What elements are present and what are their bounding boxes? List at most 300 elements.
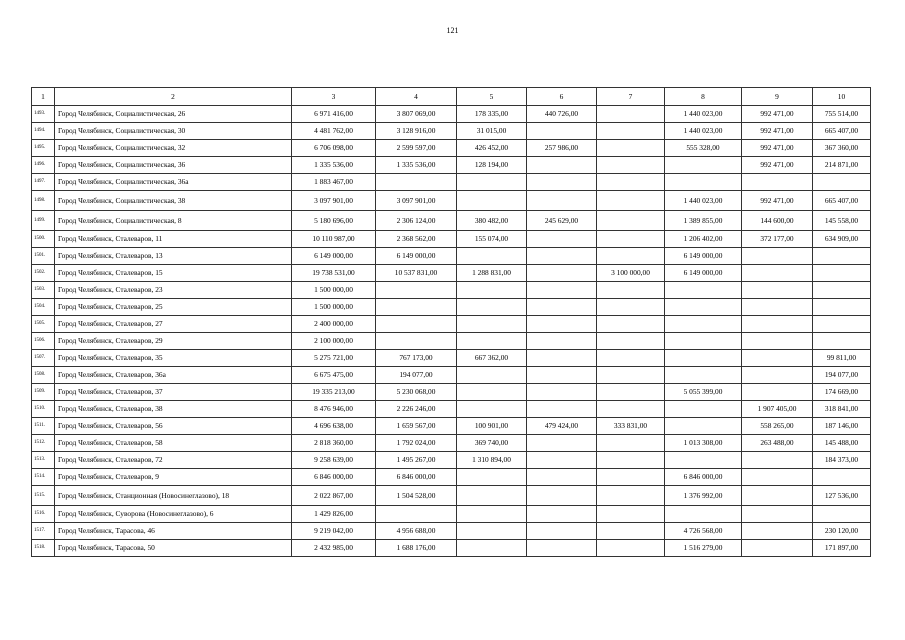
address-cell: Город Челябинск, Сталеваров, 13: [55, 248, 292, 265]
amount-cell: 333 831,00: [597, 418, 665, 435]
amount-cell: [527, 123, 597, 140]
amount-cell: 367 360,00: [813, 140, 871, 157]
amount-cell: 5 180 696,00: [292, 211, 376, 231]
amount-cell: 1 376 992,00: [665, 486, 742, 506]
amount-cell: 6 149 000,00: [665, 265, 742, 282]
amount-cell: 5 055 399,00: [665, 384, 742, 401]
table-body: [32, 106, 871, 557]
amount-cell: [813, 333, 871, 350]
amount-cell: [742, 174, 813, 191]
table-row: [32, 191, 871, 211]
row-number-cell: 1493.: [32, 106, 55, 123]
header-row: [32, 88, 871, 106]
amount-cell: 245 629,00: [527, 211, 597, 231]
amount-cell: [527, 350, 597, 367]
amount-cell: [742, 248, 813, 265]
amount-cell: [813, 265, 871, 282]
table-row: [32, 174, 871, 191]
amount-cell: 1 013 308,00: [665, 435, 742, 452]
amount-cell: 4 726 568,00: [665, 523, 742, 540]
amount-cell: [376, 506, 457, 523]
row-number-cell: 1502.: [32, 265, 55, 282]
row-number-cell: 1518.: [32, 540, 55, 557]
amount-cell: 372 177,00: [742, 231, 813, 248]
amount-cell: 755 514,00: [813, 106, 871, 123]
table-row: [32, 248, 871, 265]
amount-cell: 5 275 721,00: [292, 350, 376, 367]
amount-cell: 1 288 831,00: [457, 265, 527, 282]
address-cell: Город Челябинск, Сталеваров, 29: [55, 333, 292, 350]
amount-cell: [457, 316, 527, 333]
table-row: [32, 486, 871, 506]
amount-cell: 665 407,00: [813, 191, 871, 211]
table-row: [32, 231, 871, 248]
column-header-9: 9: [742, 88, 813, 106]
amount-cell: [665, 299, 742, 316]
amount-cell: 4 696 638,00: [292, 418, 376, 435]
amount-cell: [665, 401, 742, 418]
amount-cell: 2 400 000,00: [292, 316, 376, 333]
column-header-1: 1: [32, 88, 55, 106]
address-cell: Город Челябинск, Социалистическая, 32: [55, 140, 292, 157]
amount-cell: [527, 452, 597, 469]
table-row: [32, 123, 871, 140]
address-cell: Город Челябинск, Сталеваров, 27: [55, 316, 292, 333]
row-number-cell: 1503.: [32, 282, 55, 299]
amount-cell: [813, 248, 871, 265]
amount-cell: 8 476 946,00: [292, 401, 376, 418]
amount-cell: [813, 174, 871, 191]
table-row: [32, 333, 871, 350]
amount-cell: 1 907 405,00: [742, 401, 813, 418]
amount-cell: 145 488,00: [813, 435, 871, 452]
amount-cell: [597, 106, 665, 123]
address-cell: Город Челябинск, Сталеваров, 37: [55, 384, 292, 401]
address-cell: Город Челябинск, Сталеваров, 38: [55, 401, 292, 418]
amount-cell: [742, 506, 813, 523]
table-row: [32, 523, 871, 540]
amount-cell: 6 706 098,00: [292, 140, 376, 157]
amount-cell: [597, 123, 665, 140]
row-number-cell: 1501.: [32, 248, 55, 265]
amount-cell: 6 971 416,00: [292, 106, 376, 123]
amount-cell: [665, 418, 742, 435]
amount-cell: [527, 248, 597, 265]
column-header-5: 5: [457, 88, 527, 106]
row-number-cell: 1496.: [32, 157, 55, 174]
row-number-cell: 1505.: [32, 316, 55, 333]
address-cell: Город Челябинск, Социалистическая, 36а: [55, 174, 292, 191]
amount-cell: [665, 506, 742, 523]
row-number-cell: 1500.: [32, 231, 55, 248]
amount-cell: [527, 231, 597, 248]
amount-cell: [527, 506, 597, 523]
amount-cell: 2 022 867,00: [292, 486, 376, 506]
amount-cell: [742, 333, 813, 350]
amount-cell: [742, 384, 813, 401]
amount-cell: 426 452,00: [457, 140, 527, 157]
amount-cell: [665, 452, 742, 469]
amount-cell: 10 537 831,00: [376, 265, 457, 282]
amount-cell: 194 077,00: [813, 367, 871, 384]
amount-cell: [597, 506, 665, 523]
amount-cell: [376, 299, 457, 316]
amount-cell: 665 407,00: [813, 123, 871, 140]
table-row: [32, 106, 871, 123]
amount-cell: 19 335 213,00: [292, 384, 376, 401]
amount-cell: 9 219 042,00: [292, 523, 376, 540]
table-row: [32, 418, 871, 435]
address-cell: Город Челябинск, Социалистическая, 30: [55, 123, 292, 140]
amount-cell: 1 429 826,00: [292, 506, 376, 523]
amount-cell: [527, 191, 597, 211]
amount-cell: [597, 157, 665, 174]
amount-cell: [597, 248, 665, 265]
address-cell: Город Челябинск, Социалистическая, 8: [55, 211, 292, 231]
amount-cell: 1 440 023,00: [665, 123, 742, 140]
table-row: [32, 211, 871, 231]
amount-cell: [527, 299, 597, 316]
amount-cell: 3 807 069,00: [376, 106, 457, 123]
amount-cell: 555 328,00: [665, 140, 742, 157]
amount-cell: 4 481 762,00: [292, 123, 376, 140]
table-row: [32, 282, 871, 299]
column-header-4: 4: [376, 88, 457, 106]
amount-cell: [813, 316, 871, 333]
amount-cell: [665, 350, 742, 367]
address-cell: Город Челябинск, Станционная (Новосинеглазово), 18: [55, 486, 292, 506]
table-row: [32, 265, 871, 282]
amount-cell: [527, 367, 597, 384]
amount-cell: 178 335,00: [457, 106, 527, 123]
amount-cell: 369 740,00: [457, 435, 527, 452]
table-row: [32, 452, 871, 469]
amount-cell: 6 149 000,00: [665, 248, 742, 265]
table-row: [32, 350, 871, 367]
amount-cell: 3 097 901,00: [376, 191, 457, 211]
amount-cell: 1 500 000,00: [292, 299, 376, 316]
amount-cell: 479 424,00: [527, 418, 597, 435]
row-number-cell: 1516.: [32, 506, 55, 523]
table-row: [32, 299, 871, 316]
amount-cell: 3 100 000,00: [597, 265, 665, 282]
amount-cell: [665, 333, 742, 350]
amount-cell: 4 956 688,00: [376, 523, 457, 540]
amount-cell: 155 074,00: [457, 231, 527, 248]
amount-cell: [527, 157, 597, 174]
amount-cell: [376, 333, 457, 350]
amount-cell: [457, 384, 527, 401]
amount-cell: 6 675 475,00: [292, 367, 376, 384]
amount-cell: 1 504 528,00: [376, 486, 457, 506]
amount-cell: [527, 469, 597, 486]
amount-cell: [457, 506, 527, 523]
amount-cell: 6 149 000,00: [292, 248, 376, 265]
amount-cell: 992 471,00: [742, 123, 813, 140]
amount-cell: [665, 316, 742, 333]
amount-cell: [527, 265, 597, 282]
amount-cell: 1 516 279,00: [665, 540, 742, 557]
table-row: [32, 401, 871, 418]
row-number-cell: 1509.: [32, 384, 55, 401]
amount-cell: [527, 333, 597, 350]
amount-cell: 174 669,00: [813, 384, 871, 401]
column-header-10: 10: [813, 88, 871, 106]
amount-cell: 9 258 639,00: [292, 452, 376, 469]
amount-cell: [597, 316, 665, 333]
address-cell: Город Челябинск, Сталеваров, 58: [55, 435, 292, 452]
amount-cell: [457, 333, 527, 350]
amount-cell: 230 120,00: [813, 523, 871, 540]
amount-cell: 187 146,00: [813, 418, 871, 435]
table-row: [32, 540, 871, 557]
amount-cell: 1 440 023,00: [665, 106, 742, 123]
amount-cell: [457, 469, 527, 486]
address-cell: Город Челябинск, Сталеваров, 35: [55, 350, 292, 367]
amount-cell: 1 500 000,00: [292, 282, 376, 299]
column-header-3: 3: [292, 88, 376, 106]
row-number-cell: 1495.: [32, 140, 55, 157]
address-cell: Город Челябинск, Сталеваров, 11: [55, 231, 292, 248]
amount-cell: [527, 486, 597, 506]
amount-cell: [457, 299, 527, 316]
amount-cell: 6 846 000,00: [376, 469, 457, 486]
row-number-cell: 1497.: [32, 174, 55, 191]
address-cell: Город Челябинск, Суворова (Новосинеглазово), 6: [55, 506, 292, 523]
amount-cell: [813, 299, 871, 316]
amount-cell: [597, 211, 665, 231]
amount-cell: [742, 540, 813, 557]
amount-cell: [665, 282, 742, 299]
address-cell: Город Челябинск, Сталеваров, 25: [55, 299, 292, 316]
amount-cell: 1 335 536,00: [376, 157, 457, 174]
amount-cell: 10 110 987,00: [292, 231, 376, 248]
column-header-2: 2: [55, 88, 292, 106]
amount-cell: 6 149 000,00: [376, 248, 457, 265]
amount-cell: [597, 367, 665, 384]
amount-cell: [527, 174, 597, 191]
amount-cell: [527, 282, 597, 299]
address-cell: Город Челябинск, Сталеваров, 9: [55, 469, 292, 486]
amount-cell: 767 173,00: [376, 350, 457, 367]
amount-cell: [597, 299, 665, 316]
amount-cell: 3 097 901,00: [292, 191, 376, 211]
amount-cell: 2 599 597,00: [376, 140, 457, 157]
amount-cell: [665, 367, 742, 384]
amount-cell: 558 265,00: [742, 418, 813, 435]
address-cell: Город Челябинск, Сталеваров, 23: [55, 282, 292, 299]
row-number-cell: 1494.: [32, 123, 55, 140]
amount-cell: [742, 523, 813, 540]
amount-cell: [742, 469, 813, 486]
amount-cell: [597, 435, 665, 452]
row-number-cell: 1498.: [32, 191, 55, 211]
row-number-cell: 1513.: [32, 452, 55, 469]
amount-cell: [527, 401, 597, 418]
amount-cell: [742, 452, 813, 469]
amount-cell: [813, 469, 871, 486]
amount-cell: 318 841,00: [813, 401, 871, 418]
amount-cell: 6 846 000,00: [665, 469, 742, 486]
amount-cell: 263 488,00: [742, 435, 813, 452]
amount-cell: [597, 140, 665, 157]
amount-cell: [597, 191, 665, 211]
amount-cell: [527, 384, 597, 401]
table-row: [32, 435, 871, 452]
row-number-cell: 1499.: [32, 211, 55, 231]
column-header-7: 7: [597, 88, 665, 106]
amount-cell: 100 901,00: [457, 418, 527, 435]
amount-cell: [597, 401, 665, 418]
column-header-6: 6: [527, 88, 597, 106]
amount-cell: 1 659 567,00: [376, 418, 457, 435]
amount-cell: 1 495 267,00: [376, 452, 457, 469]
amount-cell: 2 432 985,00: [292, 540, 376, 557]
amount-cell: 1 883 467,00: [292, 174, 376, 191]
amount-cell: [597, 469, 665, 486]
amount-cell: 127 536,00: [813, 486, 871, 506]
amount-cell: 380 482,00: [457, 211, 527, 231]
amount-cell: 667 362,00: [457, 350, 527, 367]
amount-cell: 6 846 000,00: [292, 469, 376, 486]
table-row: [32, 384, 871, 401]
amount-cell: 1 688 176,00: [376, 540, 457, 557]
table-row: [32, 469, 871, 486]
amount-cell: [742, 265, 813, 282]
address-cell: Город Челябинск, Тарасова, 46: [55, 523, 292, 540]
amount-cell: [597, 174, 665, 191]
amount-cell: [457, 401, 527, 418]
amount-cell: [457, 367, 527, 384]
amount-cell: [597, 540, 665, 557]
row-number-cell: 1507.: [32, 350, 55, 367]
amount-cell: [742, 299, 813, 316]
amount-cell: [742, 486, 813, 506]
address-cell: Город Челябинск, Сталеваров, 15: [55, 265, 292, 282]
amount-cell: 992 471,00: [742, 157, 813, 174]
address-cell: Город Челябинск, Сталеваров, 72: [55, 452, 292, 469]
address-cell: Город Челябинск, Сталеваров, 56: [55, 418, 292, 435]
amount-cell: 1 440 023,00: [665, 191, 742, 211]
amount-cell: [742, 350, 813, 367]
address-cell: Город Челябинск, Сталеваров, 36а: [55, 367, 292, 384]
amount-cell: 2 818 360,00: [292, 435, 376, 452]
amount-cell: 992 471,00: [742, 140, 813, 157]
row-number-cell: 1517.: [32, 523, 55, 540]
amount-cell: [457, 248, 527, 265]
amount-cell: 1 389 855,00: [665, 211, 742, 231]
amount-cell: [457, 282, 527, 299]
amount-cell: [527, 540, 597, 557]
amount-cell: [527, 435, 597, 452]
amount-cell: 128 194,00: [457, 157, 527, 174]
amount-cell: [665, 157, 742, 174]
amount-cell: 992 471,00: [742, 191, 813, 211]
page-number: 121: [446, 26, 459, 35]
amount-cell: [813, 282, 871, 299]
row-number-cell: 1515.: [32, 486, 55, 506]
amount-cell: 3 128 916,00: [376, 123, 457, 140]
address-cell: Город Челябинск, Социалистическая, 26: [55, 106, 292, 123]
amount-cell: 5 230 068,00: [376, 384, 457, 401]
amount-cell: 257 986,00: [527, 140, 597, 157]
amount-cell: [597, 231, 665, 248]
amount-cell: [665, 174, 742, 191]
table-row: [32, 367, 871, 384]
amount-cell: [457, 174, 527, 191]
amount-cell: 440 726,00: [527, 106, 597, 123]
amount-cell: 2 100 000,00: [292, 333, 376, 350]
amount-cell: [457, 523, 527, 540]
amount-cell: 31 015,00: [457, 123, 527, 140]
row-number-cell: 1514.: [32, 469, 55, 486]
amount-cell: [457, 540, 527, 557]
amount-cell: [597, 282, 665, 299]
amount-cell: [597, 523, 665, 540]
amount-cell: 2 226 246,00: [376, 401, 457, 418]
amount-cell: 634 909,00: [813, 231, 871, 248]
amount-cell: [376, 316, 457, 333]
amount-cell: [376, 174, 457, 191]
table-row: [32, 140, 871, 157]
table-row: [32, 316, 871, 333]
address-cell: Город Челябинск, Тарасова, 50: [55, 540, 292, 557]
amount-cell: [742, 367, 813, 384]
amount-cell: 2 368 562,00: [376, 231, 457, 248]
address-cell: Город Челябинск, Социалистическая, 38: [55, 191, 292, 211]
amount-cell: [742, 316, 813, 333]
amount-cell: 184 373,00: [813, 452, 871, 469]
amount-cell: 19 738 531,00: [292, 265, 376, 282]
row-number-cell: 1511.: [32, 418, 55, 435]
row-number-cell: 1504.: [32, 299, 55, 316]
amount-cell: 1 335 536,00: [292, 157, 376, 174]
amount-cell: [457, 486, 527, 506]
data-table: [31, 87, 871, 557]
amount-cell: [813, 506, 871, 523]
amount-cell: [457, 191, 527, 211]
amount-cell: 145 558,00: [813, 211, 871, 231]
amount-cell: [597, 486, 665, 506]
amount-cell: 1 206 402,00: [665, 231, 742, 248]
amount-cell: 194 077,00: [376, 367, 457, 384]
address-cell: Город Челябинск, Социалистическая, 36: [55, 157, 292, 174]
row-number-cell: 1510.: [32, 401, 55, 418]
amount-cell: [742, 282, 813, 299]
amount-cell: [597, 384, 665, 401]
row-number-cell: 1512.: [32, 435, 55, 452]
column-header-8: 8: [665, 88, 742, 106]
amount-cell: [527, 523, 597, 540]
amount-cell: [376, 282, 457, 299]
amount-cell: [597, 350, 665, 367]
table-row: [32, 506, 871, 523]
amount-cell: 214 871,00: [813, 157, 871, 174]
amount-cell: [597, 333, 665, 350]
amount-cell: 1 792 024,00: [376, 435, 457, 452]
row-number-cell: 1508.: [32, 367, 55, 384]
amount-cell: 171 897,00: [813, 540, 871, 557]
amount-cell: [597, 452, 665, 469]
amount-cell: 144 600,00: [742, 211, 813, 231]
amount-cell: 99 811,00: [813, 350, 871, 367]
row-number-cell: 1506.: [32, 333, 55, 350]
amount-cell: 1 310 894,00: [457, 452, 527, 469]
table-row: [32, 157, 871, 174]
amount-cell: 992 471,00: [742, 106, 813, 123]
amount-cell: [527, 316, 597, 333]
amount-cell: 2 306 124,00: [376, 211, 457, 231]
